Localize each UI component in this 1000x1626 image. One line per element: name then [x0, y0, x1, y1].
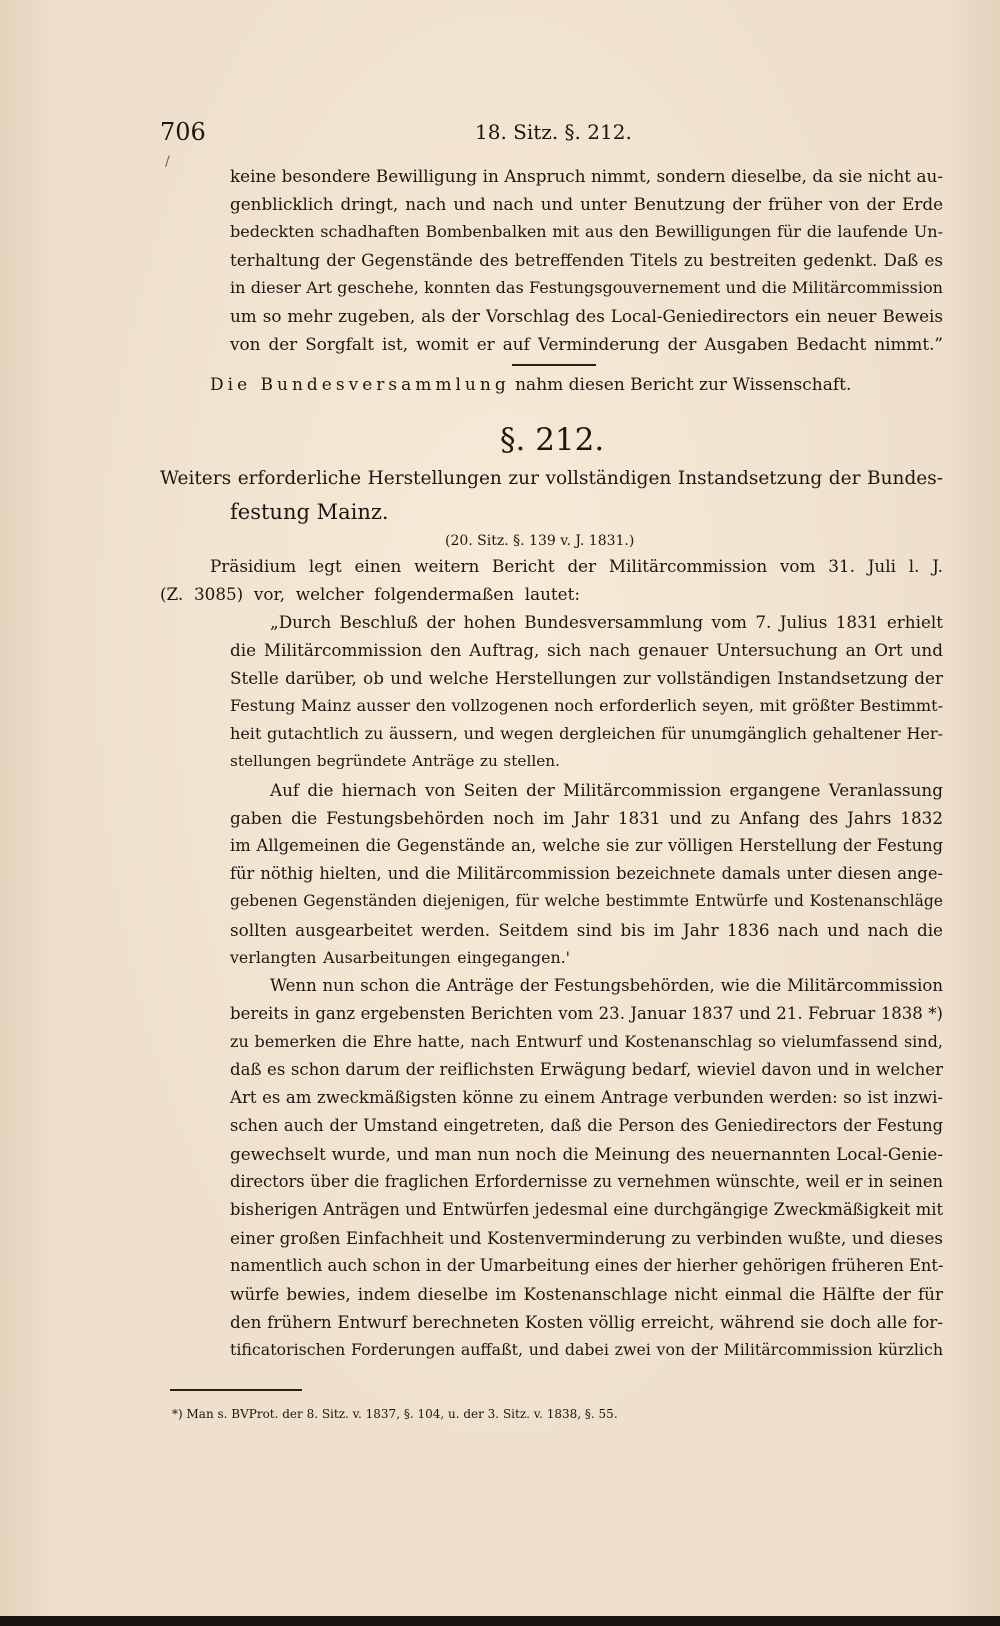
text-line: gewechselt wurde, und man nun noch die Meinung des neuernannten Local-Genie-	[230, 1144, 943, 1164]
text-line: genblicklich dringt, nach und nach und unter Benutzung der früher von der Erde	[230, 194, 943, 214]
text-line: zu bemerken die Ehre hatte, nach Entwurf und Kostenanschlag so vielumfassend sind,	[230, 1032, 943, 1051]
text-line: sollten ausgearbeitet werden. Seitdem sind bis im Jahr 1836 nach und nach die	[230, 920, 943, 940]
text-line: verlangten Ausarbeitungen eingegangen.'	[230, 948, 570, 967]
text-line: namentlich auch schon in der Umarbeitung eines der hierher gehörigen früheren Ent-	[230, 1256, 944, 1275]
text-line: gebenen Gegenständen diejenigen, für welche bestimmte Entwürfe und Kostenanschläge	[230, 892, 943, 910]
assembly-note	[210, 375, 851, 395]
text-line: (Z. 3085) vor, welcher folgendermaßen lautet:	[160, 584, 580, 604]
text-line: stellungen begründete Anträge zu stellen.	[230, 752, 560, 770]
assembly-text: nahm diesen Bericht zur Wissenschaft.	[515, 375, 852, 395]
running-head: 18. Sitz. §. 212.	[475, 120, 632, 144]
text-line: Stelle darüber, ob und welche Herstellungen zur vollständigen Instandsetzung der	[230, 668, 943, 688]
text-line: terhaltung der Gegenstände des betreffenden Titels zu bestreiten gedenkt. Daß es	[230, 250, 943, 270]
text-line: Auf die hiernach von Seiten der Militärcommission ergangene Veranlassung	[270, 780, 943, 800]
page-number: 706	[160, 118, 206, 146]
text-line: keine besondere Bewilligung in Anspruch nimmt, sondern dieselbe, da sie nicht au-	[230, 166, 943, 186]
text-line: den frühern Entwurf berechneten Kosten völlig erreicht, während sie doch alle for-	[230, 1312, 943, 1332]
section-title: Weiters erforderliche Herstellungen zur vollständigen Instandsetzung der Bundes-	[160, 468, 943, 489]
text-line: gaben die Festungsbehörden noch im Jahr 1831 und zu Anfang des Jahrs 1832	[230, 808, 943, 828]
text-line: daß es schon darum der reiflichsten Erwägung bedarf, wieviel davon und in welcher	[230, 1060, 943, 1079]
margin-mark: /	[165, 154, 170, 170]
text-line: Art es am zweckmäßigsten könne zu einem Antrage verbunden werden: so ist inzwi-	[230, 1088, 943, 1107]
text-line: directors über die fraglichen Erfordernisse zu vernehmen wünschte, weil er in seinen	[230, 1172, 943, 1191]
scan-edge	[0, 1616, 1000, 1626]
separator-rule	[512, 364, 596, 366]
text-line: bedeckten schadhaften Bombenbalken mit aus den Bewilligungen für die laufende Un-	[230, 222, 943, 241]
footnote-rule	[170, 1389, 302, 1391]
text-line: schen auch der Umstand eingetreten, daß die Person des Geniedirectors der Festung	[230, 1116, 943, 1135]
text-line: bereits in ganz ergebensten Berichten vom 23. Januar 1837 und 21. Februar 1838 *)	[230, 1004, 943, 1023]
footnote: *) Man s. BVProt. der 8. Sitz. v. 1837, §. 104, u. der 3. Sitz. v. 1838, §. 55.	[172, 1407, 618, 1421]
text-line: für nöthig hielten, und die Militärcommission bezeichnete damals unter diesen ange-	[230, 864, 943, 883]
text-line: Wenn nun schon die Anträge der Festungsbehörden, wie die Militärcommission	[270, 976, 943, 995]
text-line: bisherigen Anträgen und Entwürfen jedesmal eine durchgängige Zweckmäßigkeit mit	[230, 1200, 943, 1219]
text-line: „Durch Beschluß der hohen Bundesversammlung vom 7. Julius 1831 erhielt	[270, 612, 943, 632]
text-line: in dieser Art geschehe, konnten das Festungsgouvernement und die Militärcommission	[230, 278, 943, 297]
text-line: Präsidium legt einen weitern Bericht der Militärcommission vom 31. Juli l. J.	[210, 556, 943, 576]
text-line: im Allgemeinen die Gegenstände an, welche sie zur völligen Herstellung der Festung	[230, 836, 943, 855]
page-header	[160, 118, 940, 148]
section-reference: (20. Sitz. §. 139 v. J. 1831.)	[445, 533, 635, 549]
text-line: einer großen Einfachheit und Kostenverminderung zu verbinden wußte, und dieses	[230, 1228, 943, 1248]
text-line: die Militärcommission den Auftrag, sich nach genauer Untersuchung an Ort und	[230, 640, 943, 660]
text-line: von der Sorgfalt ist, womit er auf Verminderung der Ausgaben Bedacht nimmt.”	[230, 334, 943, 354]
text-line: tificatorischen Forderungen auffaßt, und dabei zwei von der Militärcommission kürzlich	[230, 1340, 943, 1359]
assembly-subject: Die Bundesversammlung	[210, 375, 510, 395]
text-line: heit gutachtlich zu äussern, und wegen dergleichen für unumgänglich gehaltener Her-	[230, 724, 943, 743]
section-title-continued: festung Mainz.	[230, 500, 389, 524]
text-line: Festung Mainz ausser den vollzogenen noch erforderlich seyen, mit größter Bestimmt-	[230, 696, 943, 715]
section-number: §. 212.	[500, 422, 605, 458]
text-line: um so mehr zugeben, als der Vorschlag des Local-Geniedirectors ein neuer Beweis	[230, 306, 943, 326]
text-line: würfe bewies, indem dieselbe im Kostenanschlage nicht einmal die Hälfte der für	[230, 1284, 943, 1304]
